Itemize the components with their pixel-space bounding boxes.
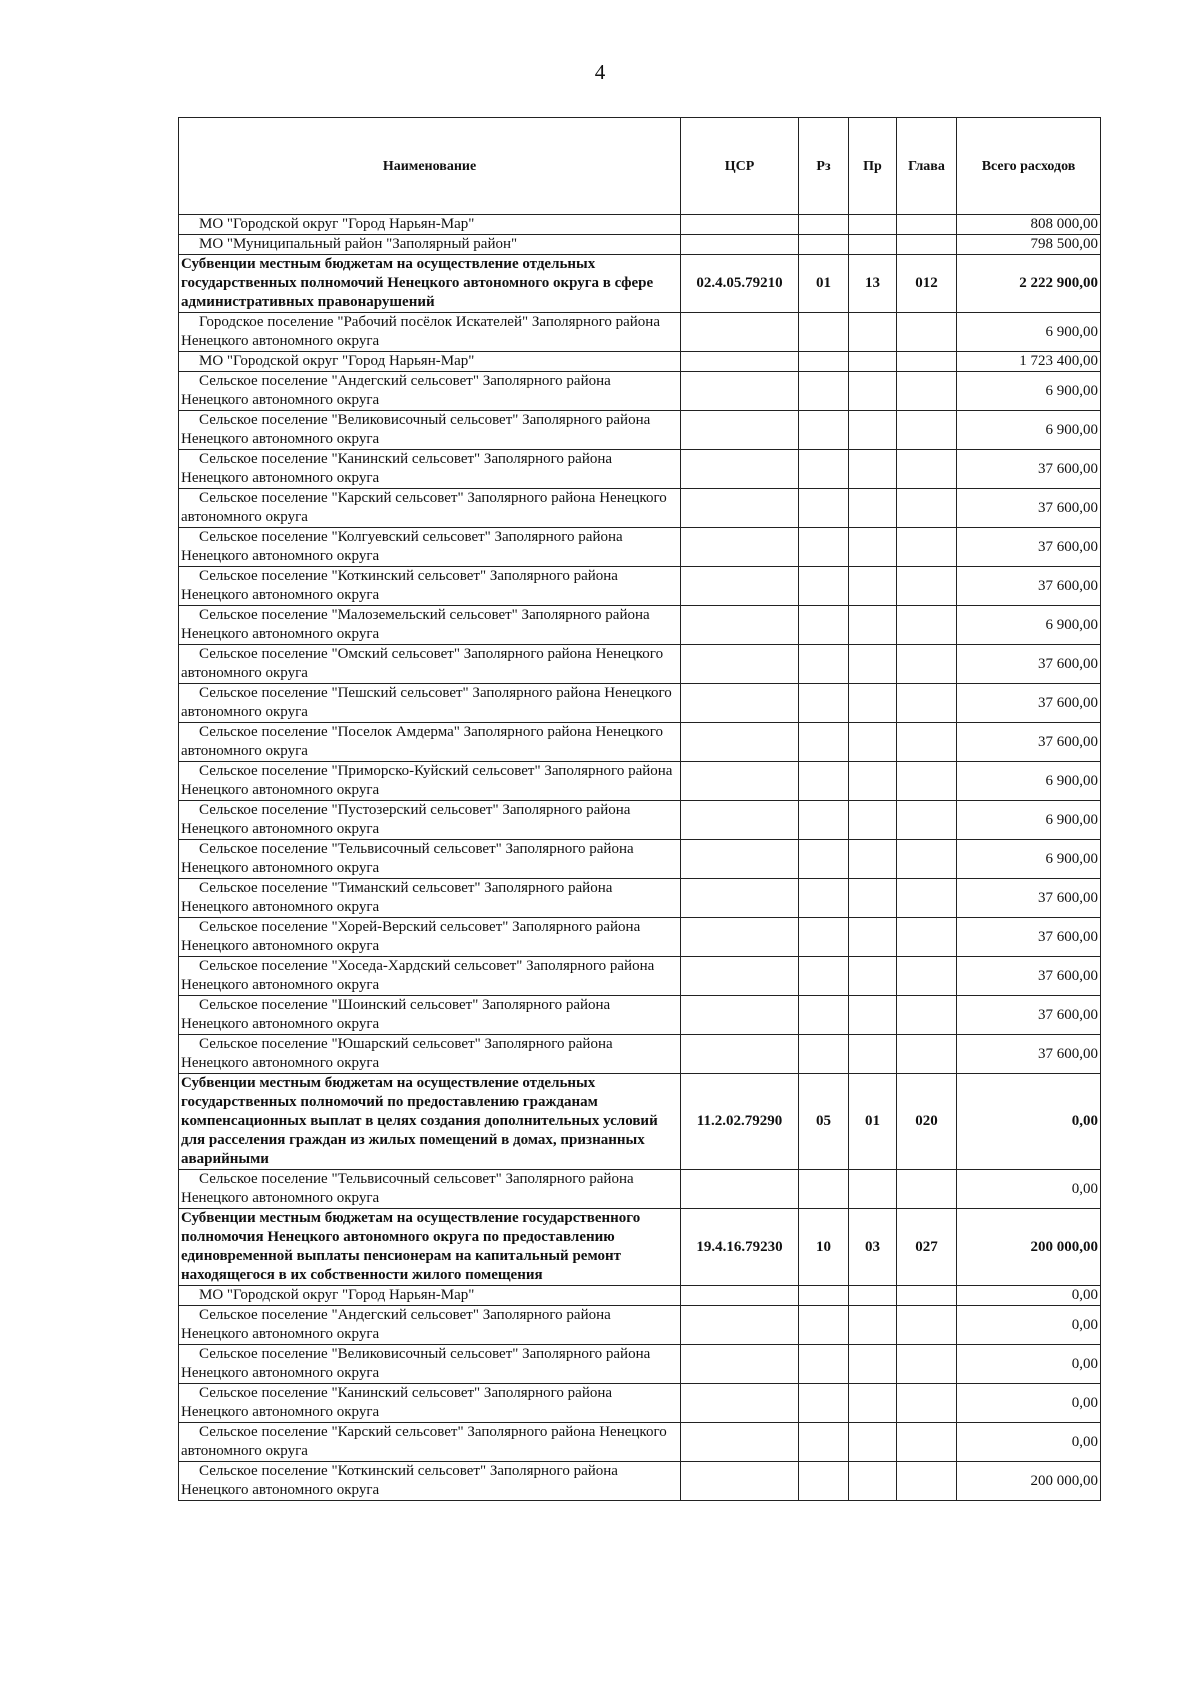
cell-name bbox=[179, 957, 681, 996]
cell-rz bbox=[799, 1035, 849, 1074]
cell-csr bbox=[681, 1423, 799, 1462]
cell-pr bbox=[849, 352, 897, 372]
cell-name-text: Сельское поселение "Хорей-Верский сельсовет" Заполярного района Ненецкого автономного округа bbox=[181, 919, 641, 954]
cell-rz bbox=[799, 723, 849, 762]
cell-csr: 11.2.02.79290 bbox=[681, 1074, 799, 1170]
cell-amount: 37 600,00 bbox=[957, 567, 1101, 606]
cell-amount: 0,00 bbox=[957, 1384, 1101, 1423]
cell-rz bbox=[799, 918, 849, 957]
cell-rz bbox=[799, 372, 849, 411]
cell-name-text: Сельское поселение "Хоседа-Хардский сельсовет" Заполярного района Ненецкого автономного округа bbox=[181, 958, 655, 993]
cell-rz bbox=[799, 1423, 849, 1462]
cell-name-text: Сельское поселение "Великовисочный сельсовет" Заполярного района Ненецкого автономного округа bbox=[181, 412, 651, 447]
cell-glava bbox=[897, 996, 957, 1035]
cell-csr bbox=[681, 489, 799, 528]
cell-name-text: Сельское поселение "Малоземельский сельсовет" Заполярного района Ненецкого автономного округа bbox=[181, 607, 650, 642]
cell-csr bbox=[681, 762, 799, 801]
cell-rz bbox=[799, 1286, 849, 1306]
header-total: Всего расходов bbox=[957, 118, 1101, 215]
table-row bbox=[179, 450, 1101, 489]
table-row bbox=[179, 996, 1101, 1035]
cell-name bbox=[179, 1286, 681, 1306]
cell-glava: 027 bbox=[897, 1209, 957, 1286]
cell-amount: 6 900,00 bbox=[957, 762, 1101, 801]
cell-rz bbox=[799, 352, 849, 372]
table-row bbox=[179, 372, 1101, 411]
cell-pr bbox=[849, 313, 897, 352]
cell-pr: 13 bbox=[849, 255, 897, 313]
table-row bbox=[179, 528, 1101, 567]
cell-name-text: Сельское поселение "Тиманский сельсовет" Заполярного района Ненецкого автономного округа bbox=[181, 880, 613, 915]
cell-rz bbox=[799, 840, 849, 879]
cell-pr bbox=[849, 1423, 897, 1462]
table-row bbox=[179, 879, 1101, 918]
cell-glava bbox=[897, 528, 957, 567]
cell-amount: 37 600,00 bbox=[957, 645, 1101, 684]
cell-name bbox=[179, 450, 681, 489]
cell-name-text: Городское поселение "Рабочий посёлок Искателей" Заполярного района Ненецкого автономного округа bbox=[181, 314, 660, 349]
cell-name-text: МО "Городской округ "Город Нарьян-Мар" bbox=[199, 1287, 475, 1303]
table-row bbox=[179, 215, 1101, 235]
cell-rz bbox=[799, 996, 849, 1035]
page-number: 4 bbox=[594, 60, 606, 84]
cell-name bbox=[179, 762, 681, 801]
cell-rz: 10 bbox=[799, 1209, 849, 1286]
table-row bbox=[179, 1345, 1101, 1384]
cell-name-text: Сельское поселение "Андегский сельсовет" Заполярного района Ненецкого автономного округа bbox=[181, 373, 611, 408]
cell-name: Субвенции местным бюджетам на осуществление государственного полномочия Ненецкого автономного округа по предоставлению единовременной выплаты пенсионерам на капитальный ремонт находящегося в их собственности жилого помещения bbox=[179, 1209, 681, 1286]
cell-pr bbox=[849, 1306, 897, 1345]
cell-name-text: Сельское поселение "Приморско-Куйский сельсовет" Заполярного района Ненецкого автономного округа bbox=[181, 763, 673, 798]
cell-amount: 200 000,00 bbox=[957, 1462, 1101, 1501]
cell-rz bbox=[799, 1384, 849, 1423]
table-row bbox=[179, 1462, 1101, 1501]
table-row bbox=[179, 1423, 1101, 1462]
cell-pr bbox=[849, 1345, 897, 1384]
cell-name bbox=[179, 1345, 681, 1384]
budget-table bbox=[178, 117, 1101, 1501]
cell-name: Субвенции местным бюджетам на осуществление отдельных государственных полномочий Ненецкого автономного округа в сфере административных правонарушений bbox=[179, 255, 681, 313]
cell-rz bbox=[799, 1462, 849, 1501]
cell-name-text: Сельское поселение "Коткинский сельсовет" Заполярного района Ненецкого автономного округа bbox=[181, 1463, 618, 1498]
cell-csr: 02.4.05.79210 bbox=[681, 255, 799, 313]
cell-pr bbox=[849, 450, 897, 489]
cell-amount: 6 900,00 bbox=[957, 411, 1101, 450]
cell-name-text: Сельское поселение "Великовисочный сельсовет" Заполярного района Ненецкого автономного округа bbox=[181, 1346, 651, 1381]
cell-csr bbox=[681, 450, 799, 489]
cell-csr bbox=[681, 1035, 799, 1074]
cell-name bbox=[179, 723, 681, 762]
cell-glava bbox=[897, 801, 957, 840]
cell-name-text: Сельское поселение "Омский сельсовет" Заполярного района Ненецкого автономного округа bbox=[181, 646, 664, 681]
cell-name-text: Сельское поселение "Пешский сельсовет" Заполярного района Ненецкого автономного округа bbox=[181, 685, 672, 720]
cell-glava bbox=[897, 411, 957, 450]
cell-pr bbox=[849, 528, 897, 567]
cell-name: Субвенции местным бюджетам на осуществление отдельных государственных полномочий по предоставлению гражданам компенсационных выплат в целях создания дополнительных условий для расселения граждан из жилых помещений в домах, признанных аварийными bbox=[179, 1074, 681, 1170]
table-row bbox=[179, 1286, 1101, 1306]
cell-amount: 0,00 bbox=[957, 1170, 1101, 1209]
cell-name bbox=[179, 996, 681, 1035]
cell-csr bbox=[681, 1384, 799, 1423]
table-row bbox=[179, 1170, 1101, 1209]
cell-name bbox=[179, 1035, 681, 1074]
cell-glava bbox=[897, 762, 957, 801]
cell-csr bbox=[681, 957, 799, 996]
cell-name-text: Сельское поселение "Андегский сельсовет" Заполярного района Ненецкого автономного округа bbox=[181, 1307, 611, 1342]
cell-glava bbox=[897, 352, 957, 372]
table-row-section bbox=[179, 255, 1101, 313]
cell-glava bbox=[897, 957, 957, 996]
cell-name-text: Сельское поселение "Колгуевский сельсовет" Заполярного района Ненецкого автономного округа bbox=[181, 529, 623, 564]
cell-csr bbox=[681, 1345, 799, 1384]
cell-rz bbox=[799, 215, 849, 235]
cell-glava bbox=[897, 879, 957, 918]
cell-csr bbox=[681, 996, 799, 1035]
cell-rz bbox=[799, 684, 849, 723]
cell-name bbox=[179, 313, 681, 352]
cell-amount: 6 900,00 bbox=[957, 606, 1101, 645]
cell-pr bbox=[849, 918, 897, 957]
cell-csr bbox=[681, 723, 799, 762]
cell-amount: 37 600,00 bbox=[957, 528, 1101, 567]
cell-name bbox=[179, 372, 681, 411]
cell-amount: 37 600,00 bbox=[957, 918, 1101, 957]
cell-rz bbox=[799, 489, 849, 528]
header-glava: Глава bbox=[897, 118, 957, 215]
cell-csr bbox=[681, 313, 799, 352]
cell-name bbox=[179, 879, 681, 918]
cell-pr bbox=[849, 996, 897, 1035]
cell-glava bbox=[897, 645, 957, 684]
header-pr: Пр bbox=[849, 118, 897, 215]
cell-glava bbox=[897, 1170, 957, 1209]
cell-glava bbox=[897, 1306, 957, 1345]
cell-rz bbox=[799, 879, 849, 918]
cell-pr bbox=[849, 957, 897, 996]
cell-amount: 0,00 bbox=[957, 1074, 1101, 1170]
cell-rz bbox=[799, 235, 849, 255]
cell-glava bbox=[897, 1286, 957, 1306]
cell-pr bbox=[849, 840, 897, 879]
cell-name-text: Сельское поселение "Шоинский сельсовет" Заполярного района Ненецкого автономного округа bbox=[181, 997, 611, 1032]
cell-glava bbox=[897, 567, 957, 606]
cell-pr: 01 bbox=[849, 1074, 897, 1170]
cell-rz bbox=[799, 801, 849, 840]
table-row bbox=[179, 957, 1101, 996]
cell-amount: 37 600,00 bbox=[957, 450, 1101, 489]
table-row bbox=[179, 645, 1101, 684]
cell-pr bbox=[849, 1384, 897, 1423]
cell-csr bbox=[681, 411, 799, 450]
cell-pr: 03 bbox=[849, 1209, 897, 1286]
cell-rz bbox=[799, 528, 849, 567]
cell-name bbox=[179, 840, 681, 879]
cell-glava bbox=[897, 840, 957, 879]
cell-rz bbox=[799, 450, 849, 489]
cell-csr bbox=[681, 684, 799, 723]
cell-pr bbox=[849, 215, 897, 235]
table-row-section bbox=[179, 1074, 1101, 1170]
cell-name bbox=[179, 489, 681, 528]
cell-amount: 808 000,00 bbox=[957, 215, 1101, 235]
cell-rz bbox=[799, 567, 849, 606]
cell-pr bbox=[849, 1170, 897, 1209]
cell-name-text: Сельское поселение "Юшарский сельсовет" Заполярного района Ненецкого автономного округа bbox=[181, 1036, 613, 1071]
cell-name-text: Сельское поселение "Поселок Амдерма" Заполярного района Ненецкого автономного округа bbox=[181, 724, 663, 759]
cell-glava bbox=[897, 450, 957, 489]
cell-glava bbox=[897, 235, 957, 255]
table-header-row bbox=[179, 118, 1101, 215]
cell-csr bbox=[681, 1286, 799, 1306]
table-row bbox=[179, 567, 1101, 606]
cell-glava bbox=[897, 1384, 957, 1423]
cell-name bbox=[179, 567, 681, 606]
cell-rz: 01 bbox=[799, 255, 849, 313]
cell-name bbox=[179, 606, 681, 645]
cell-pr bbox=[849, 879, 897, 918]
cell-amount: 37 600,00 bbox=[957, 879, 1101, 918]
cell-glava bbox=[897, 606, 957, 645]
cell-amount: 2 222 900,00 bbox=[957, 255, 1101, 313]
cell-amount: 6 900,00 bbox=[957, 801, 1101, 840]
table-row bbox=[179, 489, 1101, 528]
cell-csr bbox=[681, 372, 799, 411]
cell-amount: 0,00 bbox=[957, 1306, 1101, 1345]
cell-name-text: Сельское поселение "Канинский сельсовет" Заполярного района Ненецкого автономного округа bbox=[181, 1385, 613, 1420]
table-body bbox=[179, 215, 1101, 1501]
cell-glava bbox=[897, 1462, 957, 1501]
cell-glava bbox=[897, 918, 957, 957]
cell-amount: 37 600,00 bbox=[957, 723, 1101, 762]
cell-amount: 37 600,00 bbox=[957, 1035, 1101, 1074]
table-row bbox=[179, 1035, 1101, 1074]
cell-csr bbox=[681, 567, 799, 606]
cell-amount: 798 500,00 bbox=[957, 235, 1101, 255]
cell-rz bbox=[799, 411, 849, 450]
cell-name bbox=[179, 1306, 681, 1345]
cell-glava bbox=[897, 1423, 957, 1462]
cell-csr bbox=[681, 801, 799, 840]
table-row bbox=[179, 762, 1101, 801]
cell-name bbox=[179, 684, 681, 723]
cell-name-text: МО "Муниципальный район "Заполярный район" bbox=[199, 236, 518, 252]
cell-rz bbox=[799, 1345, 849, 1384]
cell-name-text: Сельское поселение "Пустозерский сельсовет" Заполярного района Ненецкого автономного округа bbox=[181, 802, 631, 837]
cell-pr bbox=[849, 723, 897, 762]
table-row bbox=[179, 411, 1101, 450]
cell-csr bbox=[681, 645, 799, 684]
cell-name bbox=[179, 235, 681, 255]
table-row bbox=[179, 352, 1101, 372]
cell-rz bbox=[799, 313, 849, 352]
cell-name bbox=[179, 918, 681, 957]
table-row bbox=[179, 801, 1101, 840]
cell-csr bbox=[681, 918, 799, 957]
cell-name bbox=[179, 801, 681, 840]
cell-amount: 6 900,00 bbox=[957, 372, 1101, 411]
cell-rz bbox=[799, 645, 849, 684]
cell-pr bbox=[849, 1462, 897, 1501]
cell-glava bbox=[897, 313, 957, 352]
table-row bbox=[179, 684, 1101, 723]
cell-csr bbox=[681, 1170, 799, 1209]
cell-csr bbox=[681, 1462, 799, 1501]
table-row bbox=[179, 840, 1101, 879]
cell-rz bbox=[799, 1306, 849, 1345]
cell-amount: 0,00 bbox=[957, 1345, 1101, 1384]
cell-amount: 37 600,00 bbox=[957, 489, 1101, 528]
cell-amount: 6 900,00 bbox=[957, 840, 1101, 879]
header-csr: ЦСР bbox=[681, 118, 799, 215]
cell-glava: 012 bbox=[897, 255, 957, 313]
table-row bbox=[179, 313, 1101, 352]
cell-csr bbox=[681, 215, 799, 235]
cell-csr bbox=[681, 879, 799, 918]
cell-name-text: Сельское поселение "Тельвисочный сельсовет" Заполярного района Ненецкого автономного округа bbox=[181, 1171, 634, 1206]
header-name: Наименование bbox=[179, 118, 681, 215]
cell-name bbox=[179, 645, 681, 684]
cell-name-text: Сельское поселение "Канинский сельсовет" Заполярного района Ненецкого автономного округа bbox=[181, 451, 613, 486]
cell-pr bbox=[849, 1035, 897, 1074]
cell-amount: 6 900,00 bbox=[957, 313, 1101, 352]
cell-rz bbox=[799, 762, 849, 801]
cell-name bbox=[179, 411, 681, 450]
cell-rz bbox=[799, 606, 849, 645]
cell-csr bbox=[681, 352, 799, 372]
cell-name-text: МО "Городской округ "Город Нарьян-Мар" bbox=[199, 353, 475, 369]
cell-csr bbox=[681, 1306, 799, 1345]
cell-pr bbox=[849, 684, 897, 723]
table-row bbox=[179, 1384, 1101, 1423]
cell-glava bbox=[897, 1035, 957, 1074]
table-row bbox=[179, 606, 1101, 645]
cell-name-text: Сельское поселение "Карский сельсовет" Заполярного района Ненецкого автономного округа bbox=[181, 490, 667, 525]
cell-amount: 37 600,00 bbox=[957, 684, 1101, 723]
cell-csr: 19.4.16.79230 bbox=[681, 1209, 799, 1286]
cell-csr bbox=[681, 235, 799, 255]
cell-csr bbox=[681, 840, 799, 879]
cell-amount: 1 723 400,00 bbox=[957, 352, 1101, 372]
cell-name bbox=[179, 528, 681, 567]
cell-csr bbox=[681, 528, 799, 567]
cell-name bbox=[179, 215, 681, 235]
cell-name bbox=[179, 1462, 681, 1501]
table-row bbox=[179, 235, 1101, 255]
table-row-section bbox=[179, 1209, 1101, 1286]
cell-name-text: Сельское поселение "Карский сельсовет" Заполярного района Ненецкого автономного округа bbox=[181, 1424, 667, 1459]
cell-name bbox=[179, 1170, 681, 1209]
cell-name bbox=[179, 1384, 681, 1423]
cell-pr bbox=[849, 1286, 897, 1306]
cell-pr bbox=[849, 801, 897, 840]
cell-pr bbox=[849, 372, 897, 411]
cell-rz bbox=[799, 957, 849, 996]
cell-name bbox=[179, 1423, 681, 1462]
cell-pr bbox=[849, 762, 897, 801]
cell-glava bbox=[897, 489, 957, 528]
cell-rz: 05 bbox=[799, 1074, 849, 1170]
cell-amount: 37 600,00 bbox=[957, 996, 1101, 1035]
cell-pr bbox=[849, 606, 897, 645]
cell-pr bbox=[849, 235, 897, 255]
cell-pr bbox=[849, 567, 897, 606]
cell-name-text: Сельское поселение "Коткинский сельсовет" Заполярного района Ненецкого автономного округа bbox=[181, 568, 618, 603]
cell-glava bbox=[897, 372, 957, 411]
cell-amount: 0,00 bbox=[957, 1423, 1101, 1462]
cell-glava bbox=[897, 723, 957, 762]
cell-amount: 200 000,00 bbox=[957, 1209, 1101, 1286]
cell-glava bbox=[897, 684, 957, 723]
cell-glava bbox=[897, 1345, 957, 1384]
cell-name-text: МО "Городской округ "Город Нарьян-Мар" bbox=[199, 216, 475, 232]
cell-pr bbox=[849, 489, 897, 528]
cell-amount: 37 600,00 bbox=[957, 957, 1101, 996]
table-row bbox=[179, 723, 1101, 762]
cell-name-text: Сельское поселение "Тельвисочный сельсовет" Заполярного района Ненецкого автономного округа bbox=[181, 841, 634, 876]
cell-glava bbox=[897, 215, 957, 235]
cell-name bbox=[179, 352, 681, 372]
table-row bbox=[179, 918, 1101, 957]
cell-pr bbox=[849, 411, 897, 450]
cell-rz bbox=[799, 1170, 849, 1209]
header-rz: Рз bbox=[799, 118, 849, 215]
table-row bbox=[179, 1306, 1101, 1345]
cell-pr bbox=[849, 645, 897, 684]
cell-csr bbox=[681, 606, 799, 645]
cell-glava: 020 bbox=[897, 1074, 957, 1170]
cell-amount: 0,00 bbox=[957, 1286, 1101, 1306]
